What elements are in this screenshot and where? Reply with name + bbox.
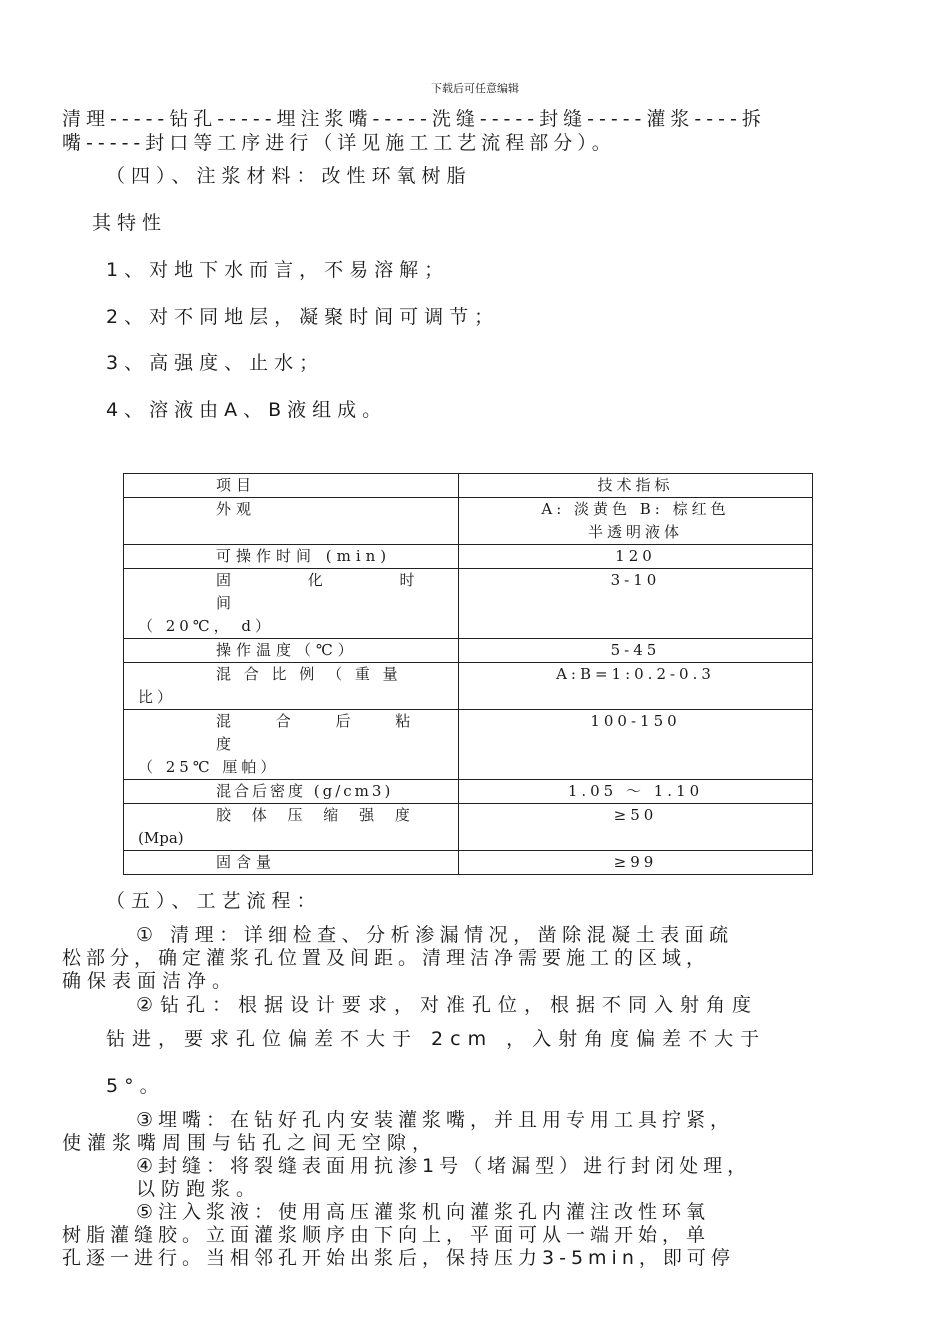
step2-line-1: ②钻孔：根据设计要求，对准孔位，根据不同入射角度 [136,994,759,1016]
step4-line-2: 以防跑浆。 [136,1178,262,1200]
table-row [124,545,813,569]
step3-line-1: ③埋嘴：在钻好孔内安装灌浆嘴，并且用专用工具拧紧， [136,1109,735,1131]
property-item-3: 3、高强度、止水； [106,352,325,374]
row-value: 120 [459,545,813,569]
row-name: 固 化 时 间 [216,571,451,612]
row-name: 外观 [216,500,257,518]
table-row [124,851,813,875]
row-value: 5-45 [459,639,813,663]
property-item-4: 4、溶液由A、B液组成。 [106,399,388,421]
step4-line-1: ④封缝：将裂缝表面用抗渗1号（堵漏型）进行封闭处理， [136,1155,752,1177]
step2-line-2: 钻进，要求孔位偏差不大于 2cm ，入射角度偏差不大于 [106,1028,767,1050]
row-value: A:B=1:0.2-0.3 [459,663,813,710]
row-name: 可操作时间 (min) [216,547,392,565]
row-name: 胶 体 压 缩 强 度 [216,806,418,824]
row-value: 3-10 [459,569,813,639]
spec-table [123,473,813,875]
section4-title: （四）、注浆材料：改性环氧树脂 [106,165,472,187]
step2-line-3: 5°。 [106,1075,165,1097]
row-value-2: 半透明液体 [587,523,683,541]
table-row [124,569,813,639]
section4-subtitle: 其特性 [92,212,168,234]
table-row [124,498,813,545]
row-name: 混 合 比 例 （ 重 量 [216,665,402,683]
row-value: ≥50 [459,804,813,851]
row-value: A: 淡黄色 B: 棕红色 [541,500,730,518]
row-value: 100-150 [459,710,813,780]
table-row [124,804,813,851]
row-name: 混合后密度 (g/cm3) [216,782,394,800]
step1-line-2: 松部分，确定灌浆孔位置及间距。清理洁净需要施工的区域， [62,947,711,969]
row-name-cont: 比） [138,688,177,706]
row-value: ≥99 [459,851,813,875]
property-item-1: 1、对地下水而言，不易溶解； [106,259,450,281]
row-name-cont: （ 20℃， d） [138,617,275,635]
step5-line-1: ⑤注入浆液：使用高压灌浆机向灌浆孔内灌注改性环氧 [136,1201,711,1223]
table-header-item: 项目 [216,476,257,494]
table-row [124,639,813,663]
step1-line-1: ① 清理：详细检查、分析渗漏情况，凿除混凝土表面疏 [136,924,734,946]
row-name-cont: （ 25℃ 厘帕） [138,758,280,776]
row-name: 固含量 [216,853,277,871]
section5-title: （五）、工艺流程： [106,890,322,912]
intro-line-2: 嘴-----封口等工序进行（详见施工工艺流程部分）。 [62,132,616,154]
step5-line-2: 树脂灌缝胶。立面灌浆顺序由下向上，平面可从一端开始，单 [62,1224,711,1246]
table-row [124,710,813,780]
page-header: 下载后可任意编辑 [431,82,519,95]
table-row [124,663,813,710]
row-value: 1.05 ～ 1.10 [459,780,813,804]
table-row [124,780,813,804]
property-item-2: 2、对不同地层，凝聚时间可调节； [106,306,500,328]
row-name-cont: (Mpa) [138,829,184,847]
step1-line-3: 确保表面洁净。 [62,970,238,992]
intro-line-1: 清理-----钻孔-----埋注浆嘴-----洗缝-----封缝-----灌浆----拆 [62,108,766,130]
row-name: 混 合 后 粘 度 [216,712,431,753]
step3-line-2: 使灌浆嘴周围与钻孔之间无空隙， [62,1132,438,1154]
row-name: 操作温度（℃） [216,641,358,659]
table-header-row [124,474,813,498]
step5-line-3: 孔逐一进行。当相邻孔开始出浆后，保持压力3-5min，即可停 [62,1247,735,1269]
table-header-spec: 技术指标 [459,474,813,498]
